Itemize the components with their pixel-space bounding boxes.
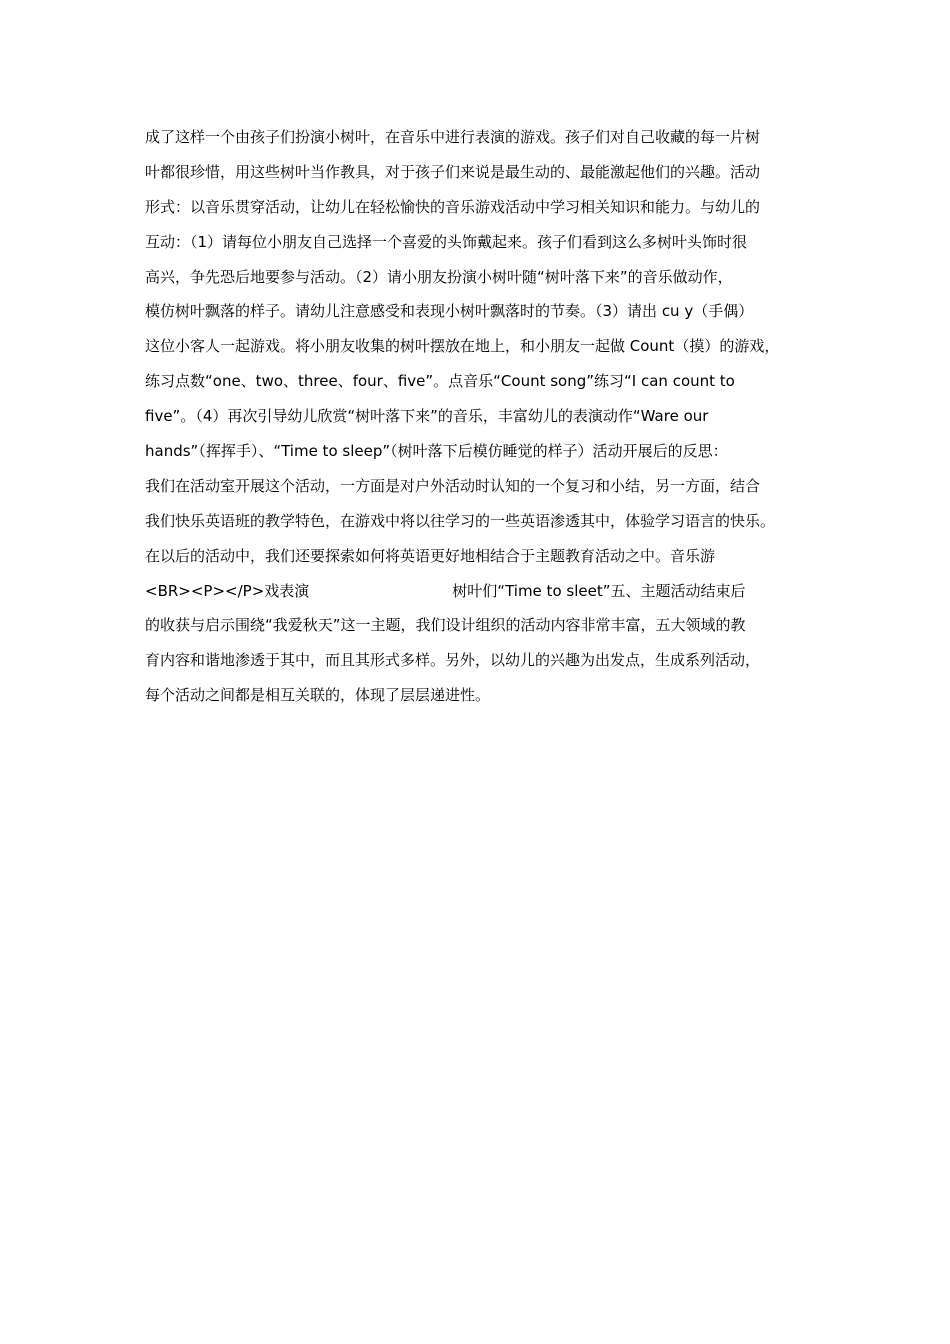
text-line-8: 练习点数“one、two、three、four、five”。点音乐“Count song”练习“I can count to: [145, 372, 735, 391]
text-line-15: 的收获与启示围绕“我爱秋天”这一主题，我们设计组织的活动内容非常丰富，五大领域的教: [145, 616, 746, 635]
text-line-17: 每个活动之间都是相互关联的，体现了层层递进性。: [145, 686, 491, 705]
text-line-9: five”。（4）再次引导幼儿欣赏“树叶落下来”的音乐，丰富幼儿的表演动作“Ware our: [145, 407, 709, 426]
text-line-10: hands”（挥挥手）、“Time to sleep”（树叶落下后模仿睡觉的样子）活动开展后的反思：: [145, 442, 728, 461]
text-line-1: 成了这样一个由孩子们扮演小树叶，在音乐中进行表演的游戏。孩子们对自己收藏的每一片树: [145, 128, 761, 146]
text-line-2: 叶都很珍惜，用这些树叶当作教具，对于孩子们来说是最生动的、最能激起他们的兴趣。活动: [145, 162, 761, 181]
text-line-12: 我们快乐英语班的教学特色，在游戏中将以往学习的一些英语渗透其中，体验学习语言的快乐。: [145, 511, 776, 530]
text-line-11: 我们在活动室开展这个活动，一方面是对户外活动时认知的一个复习和小结，另一方面，结合: [145, 476, 761, 495]
text-line-6: 模仿树叶飘落的样子。请幼儿注意感受和表现小树叶飘落时的节奏。（3）请出 cu y（手偶）: [145, 302, 754, 321]
text-line-3: 形式：以音乐贯穿活动，让幼儿在轻松愉快的音乐游戏活动中学习相关知识和能力。与幼儿的: [145, 197, 761, 216]
text-line-16: 育内容和谐地渗透于其中，而且其形式多样。另外，以幼儿的兴趣为出发点，生成系列活动，: [145, 651, 761, 670]
text-line-13: 在以后的活动中，我们还要探索如何将英语更好地相结合于主题教育活动之中。音乐游: [145, 546, 716, 565]
text-line-4: 互动：（1）请每位小朋友自己选择一个喜爱的头饰戴起来。孩子们看到这么多树叶头饰时很: [145, 232, 748, 251]
text-line-5: 高兴，争先恐后地要参与活动。（2）请小朋友扮演小树叶随“树叶落下来”的音乐做动作，: [145, 267, 733, 286]
text-line-7: 这位小客人一起游戏。将小朋友收集的树叶摆放在地上，和小朋友一起做 Count（摸）的游戏，: [145, 337, 780, 356]
text-line-14: <BR><P></P>戏表演 树叶们“Time to sleet”五、主题活动结束后: [145, 581, 746, 600]
body-text: [145, 120, 825, 713]
